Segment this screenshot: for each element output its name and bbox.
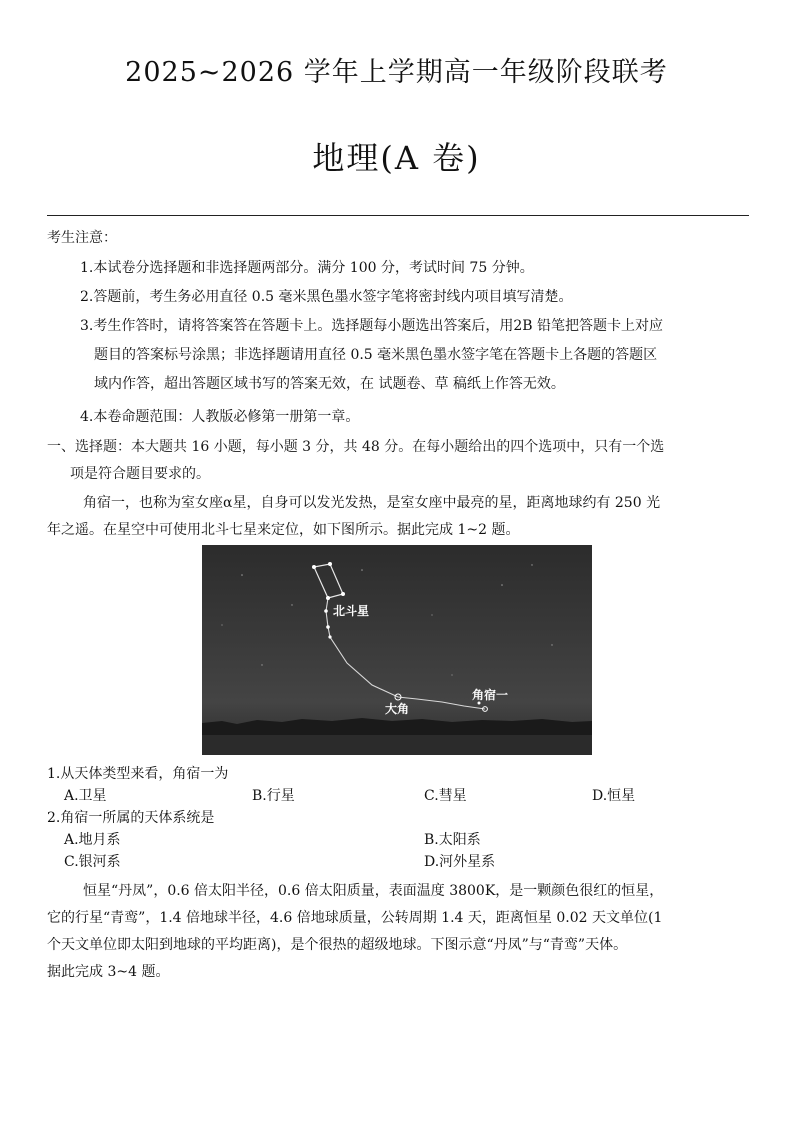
exam-subtitle: 地理(A 卷) [312, 139, 481, 177]
passage-1 [47, 490, 749, 544]
question-2-option-d: D.河外星系 [424, 854, 496, 870]
section-heading: 一、选择题：本大题共 16 小题，每小题 3 分，共 48 分。在每小题给出的四个选项中，只有一个选 [47, 439, 665, 455]
notice-heading: 考生注意： [47, 230, 117, 246]
passage-line: 年之遥。在星空中可使用北斗七星来定位，如下图所示。据此完成 1~2 题。 [47, 522, 520, 538]
question-1-option-d: D.恒星 [592, 788, 636, 804]
notice-item-text: 1.本试卷分选择题和非选择题两部分。满分 100 分，考试时间 75 分钟。 [80, 260, 534, 276]
question-1-option-c: C.彗星 [424, 788, 467, 804]
label-jiaosu: 角宿一 [472, 688, 509, 702]
notice-list [80, 254, 770, 432]
background-stars [221, 564, 552, 675]
star-map-figure [202, 545, 592, 755]
notice-item-text: 域内作答，超出答题区域书写的答案无效，在 试题卷、草 稿纸上作答无效。 [94, 376, 565, 392]
question-2-option-b: B.太阳系 [424, 832, 481, 848]
ground-strip [202, 735, 592, 755]
exam-title: 2025~2026 学年上学期高一年级阶段联考 [125, 57, 668, 88]
label-dajiao: 大角 [385, 702, 410, 716]
question-1-option-a: A.卫星 [64, 788, 107, 804]
section-heading-cont: 项是符合题目要求的。 [70, 466, 210, 482]
question-1-stem: 1.从天体类型来看，角宿一为 [47, 766, 229, 782]
passage-2 [47, 878, 749, 986]
big-dipper-photo [202, 545, 592, 755]
notice-item-text: 2.答题前，考生务必用直径 0.5 毫米黑色墨水签字笔将密封线内项目填写清楚。 [80, 289, 573, 305]
notice-item [80, 312, 770, 399]
header-divider [47, 215, 749, 216]
passage-line: 个天文单位即太阳到地球的平均距离)，是个很热的超级地球。下图示意“丹凤”与“青鸾”天体。 [47, 937, 628, 953]
question-1-option-b: B.行星 [252, 788, 295, 804]
notice-item [80, 283, 770, 312]
passage-line: 它的行星“青鸾”，1.4 倍地球半径，4.6 倍地球质量，公转周期 1.4 天，距离恒星 0.02 天文单位(1 [47, 910, 663, 926]
notice-item-text: 4.本卷命题范围：人教版必修第一册第一章。 [80, 409, 360, 425]
question-2-stem: 2.角宿一所属的天体系统是 [47, 810, 215, 826]
dipper-bowl [314, 564, 343, 598]
passage-line: 恒星“丹凤”，0.6 倍太阳半径，0.6 倍太阳质量，表面温度 3800K，是一颗颜色很红的恒星， [83, 883, 664, 899]
question-2-option-a: A.地月系 [64, 832, 121, 848]
label-beidou: 北斗星 [333, 604, 370, 618]
notice-item [80, 403, 770, 432]
notice-item-text: 题目的答案标号涂黑；非选择题请用直径 0.5 毫米黑色墨水签字笔在答题卡上各题的答题区 [94, 347, 658, 363]
passage-line: 角宿一，也称为室女座α星，自身可以发光发热，是室女座中最亮的星，距离地球约有 250 光 [83, 495, 661, 511]
question-2-option-c: C.银河系 [64, 854, 121, 870]
passage-line: 据此完成 3~4 题。 [47, 964, 170, 980]
notice-item [80, 254, 770, 283]
notice-item-text: 3.考生作答时，请将答案答在答题卡上。选择题每小题选出答案后，用2B 铅笔把答题卡上对应 [80, 318, 664, 334]
